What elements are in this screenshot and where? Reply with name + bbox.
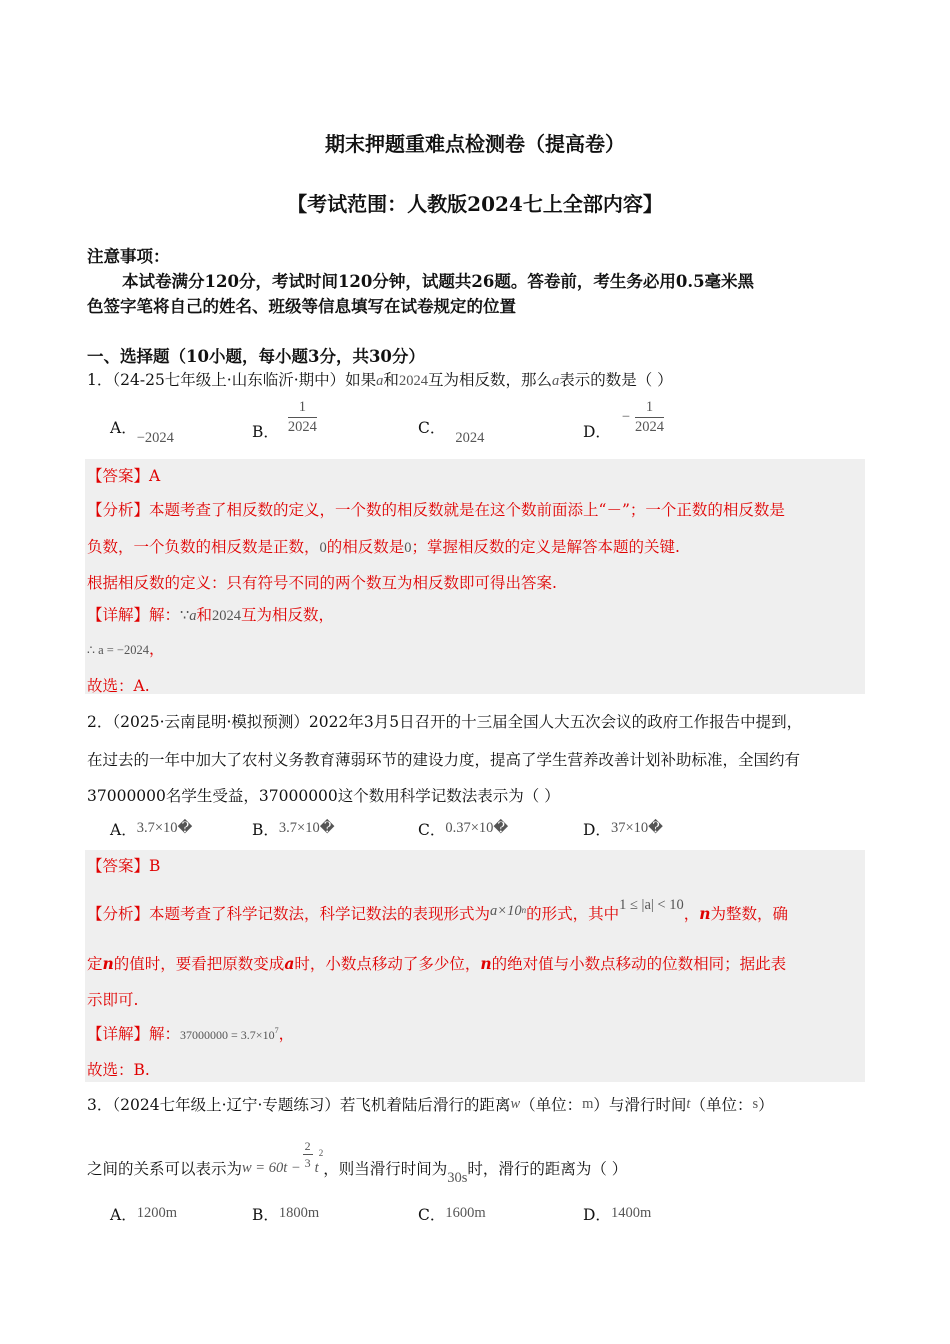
q3-option-d[interactable]: D．1400m (583, 1205, 652, 1224)
question-2-line-3: 37000000名学生受益，37000000这个数用科学记数法表示为（ ） (87, 787, 560, 805)
q2-analysis-line-1: 【分析】本题考查了科学记数法，科学记数法的表现形式为$a\times 10^n$的形式，其中1 ≤ |a| < 10，n为整数，确 (87, 897, 789, 923)
question-2-line-1: 2．（2025·云南昆明·模拟预测）2022年3月5日召开的十三届全国人大五次会议的政府工作报告中提到， (87, 713, 803, 731)
question-3-line-1: 3．（2024七年级上·辽宁·专题练习）若飞机着陆后滑行的距离w（单位：m）与滑行时间t（单位：s） (87, 1096, 774, 1114)
notice-line-1: 本试卷满分120分，考试时间120分钟，试题共26题。答卷前，考生务必用0.5毫米黑 (122, 272, 755, 291)
q2-option-d[interactable]: D．37×10� (583, 820, 663, 839)
q1-analysis-line-3: 根据相反数的定义：只有符号不同的两个数互为相反数即可得出答案. (87, 574, 557, 592)
q1-analysis-line-2: 负数，一个负数的相反数是正数，0的相反数是0；掌握相反数的定义是解答本题的关键. (87, 538, 680, 556)
question-3-line-2: 之间的关系可以表示为w = 60t − $\frac{2}{3}$ $t^2$，则当滑行时间为30s时，滑行的距离为（ ） (87, 1139, 628, 1186)
question-number: 3． (87, 1096, 113, 1114)
q2-answer: 【答案】B (87, 857, 161, 875)
q3-option-b[interactable]: B．1800m (252, 1205, 320, 1224)
question-number: 2． (87, 713, 113, 731)
exam-scope: 【考试范围：人教版2024七上全部内容】 (287, 192, 663, 216)
q3-option-a[interactable]: A．1200m (110, 1205, 177, 1224)
notice-heading: 注意事项： (87, 247, 170, 266)
q2-analysis-line-2: 定n的值时，要看把原数变成a时，小数点移动了多少位，n的绝对值与小数点移动的位数相同；据此表 (87, 954, 787, 973)
q1-option-c[interactable]: C．2024 (418, 419, 485, 446)
question-2-line-2: 在过去的一年中加大了农村义务教育薄弱环节的建设力度，提高了学生营养改善计划补助标准，全国约有 (87, 751, 801, 769)
q1-analysis-line-1: 【分析】本题考查了相反数的定义，一个数的相反数就是在这个数前面添上“－”；一个正数的相反数是 (87, 501, 785, 519)
q1-option-a[interactable]: A．−2024 (110, 419, 174, 446)
q2-option-c[interactable]: C．0.37×10� (418, 820, 509, 839)
q2-option-a[interactable]: A．3.7×10� (110, 820, 193, 839)
question-1-stem: 1．（24-25七年级上·山东临沂·期中）如果a和2024互为相反数，那么a表示的数是（ ） (87, 371, 673, 389)
page-title: 期末押题重难点检测卷（提高卷） (325, 132, 625, 156)
q1-option-b[interactable]: B． $\frac{1}{2024}$ (252, 399, 317, 441)
q1-choice: 故选：A. (87, 677, 150, 695)
q3-option-c[interactable]: C．1600m (418, 1205, 486, 1224)
q2-detail: 【详解】解：$37000000 = 3.7\times 10^7$， (87, 1025, 295, 1043)
q1-detail-line-1: 【详解】解：∵a和2024互为相反数， (87, 606, 335, 624)
q1-answer: 【答案】A (87, 467, 161, 485)
q1-detail-line-2: ∴ a = −2024， (87, 640, 165, 658)
section-heading: 一、选择题（10小题，每小题3分，共30分） (87, 347, 425, 366)
q1-option-d[interactable]: D． − $\frac{1}{2024}$ (583, 399, 664, 441)
q2-choice: 故选：B. (87, 1061, 150, 1079)
q2-analysis-line-3: 示即可. (87, 991, 139, 1009)
question-number: 1． (87, 371, 113, 389)
q2-option-b[interactable]: B．3.7×10� (252, 820, 335, 839)
notice-line-2: 色签字笔将自己的姓名、班级等信息填写在试卷规定的位置 (87, 297, 516, 316)
